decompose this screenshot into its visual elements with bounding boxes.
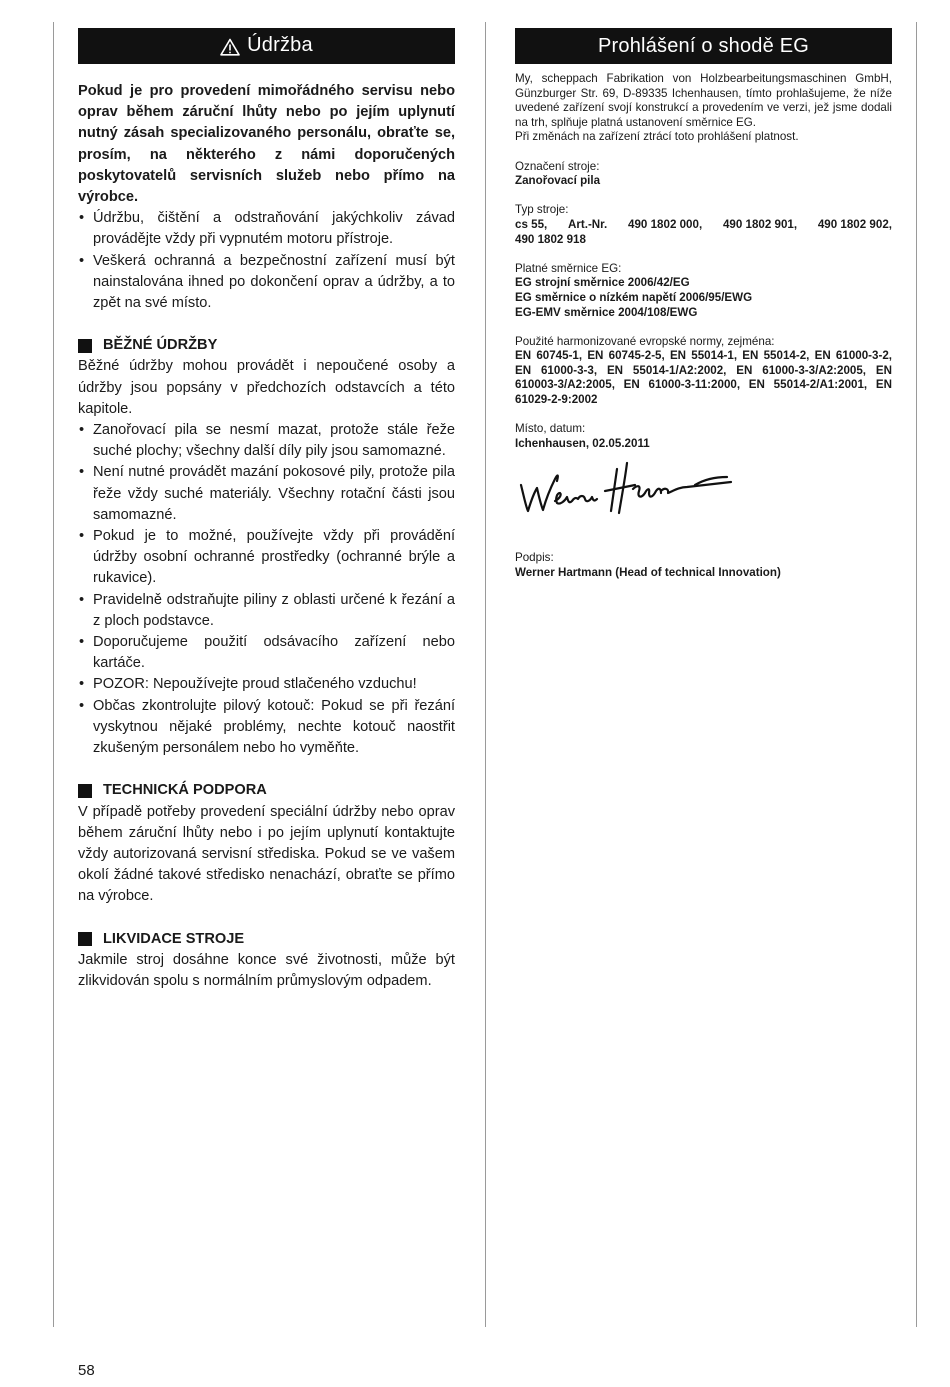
place-label: Místo, datum:: [515, 422, 586, 436]
handwritten-signature: [515, 455, 892, 521]
sign-value: Werner Hartmann (Head of technical Innovation): [515, 566, 781, 580]
list-item: • Není nutné provádět mazání pokosové pily, protože pila řeže vždy suché materiály. Všechny rotační části jsou samomazné.: [78, 462, 455, 526]
directives-block: [515, 262, 892, 320]
intro-bullet-list: [78, 208, 455, 314]
center-divider-rule: [485, 22, 486, 1327]
type-last: 490 1802 918: [515, 232, 586, 246]
section-heading-disposal: [78, 929, 455, 950]
declaration-validity-note: Při změnách na zařízení ztrácí toto prohlášení platnost.: [515, 130, 799, 144]
declaration-intro-block: [515, 72, 892, 145]
right-margin-rule: [916, 22, 917, 1327]
maintenance-column: [78, 28, 455, 992]
machine-type-block: [515, 203, 892, 247]
type-label: Typ stroje:: [515, 203, 569, 217]
directive-item: EG-EMV směrnice 2004/108/EWG: [515, 305, 698, 319]
section-heading-text: BĚŽNÉ ÚDRŽBY: [103, 337, 218, 354]
list-item: • Občas zkontrolujte pilový kotouč: Pokud se při řezání vyskytnou nějaké problémy, nechte kotouč naostřit zkušeným personálem nebo ho vyměňte.: [78, 696, 455, 760]
type-part: 490 1802 000,: [628, 217, 703, 231]
declaration-title: Prohlášení o shodě EG: [598, 34, 809, 57]
place-date-block: [515, 422, 892, 451]
type-part: 490 1802 901,: [722, 217, 798, 231]
warning-triangle-icon: [220, 38, 240, 56]
declaration-title-bar: [515, 28, 892, 64]
sign-label: Podpis:: [515, 551, 554, 565]
machine-label: Označení stroje:: [515, 159, 600, 173]
list-item: • Pokud je to možné, používejte vždy při provádění údržby osobní ochranné prostředky (ochranné brýle a rukavice).: [78, 526, 455, 590]
section-heading-support: [78, 780, 455, 801]
left-margin-rule: [53, 22, 54, 1327]
directives-label: Platné směrnice EG:: [515, 261, 622, 275]
list-item: • Doporučujeme použití odsávacího zařízení nebo kartáče.: [78, 632, 455, 674]
type-part: 490 1802 902,: [817, 217, 892, 231]
signature-block: [515, 551, 892, 580]
declaration-intro: My, scheppach Fabrikation von Holzbearbeitungsmaschinen GmbH, Günzburger Str. 69, D-89335 Ichenhausen, tímto prohlašujeme, že níže uvedené zařízení svojí konstrukcí a provedením ve verzi, jež jsme dodali na trh, splňuje platná ustanovení směrnice EG.: [515, 72, 892, 129]
machine-designation-block: [515, 160, 892, 189]
list-item: • POZOR: Nepoužívejte proud stlačeného vzduchu!: [78, 674, 455, 695]
maintenance-title: Údržba: [247, 34, 313, 57]
section-heading-routine: [78, 335, 455, 356]
section-heading-text: LIKVIDACE STROJE: [103, 930, 245, 947]
square-bullet-icon: [78, 784, 92, 798]
norms-label: Použité harmonizované evropské normy, zejména:: [515, 334, 775, 348]
type-part: cs 55,: [515, 217, 548, 231]
square-bullet-icon: [78, 339, 92, 353]
type-part: Art.-Nr.: [567, 217, 608, 231]
disposal-text: Jakmile stroj dosáhne konce své životnosti, může být zlikvidován spolu s normálním průmyslovým odpadem.: [78, 951, 455, 989]
square-bullet-icon: [78, 932, 92, 946]
machine-value: Zanořovací pila: [515, 174, 601, 188]
routine-bullet-list: [78, 420, 455, 759]
section-heading-text: TECHNICKÁ PODPORA: [103, 782, 267, 799]
norms-block: [515, 335, 892, 408]
page-number: 58: [78, 1362, 95, 1379]
place-value: Ichenhausen, 02.05.2011: [515, 436, 650, 450]
norms-value: EN 60745-1, EN 60745-2-5, EN 55014-1, EN 55014-2, EN 61000-3-2, EN 61000-3-3, EN 55014-1/A2:2002, EN 61000-3-3/A2:2005, EN 610003-3/A2:2005, EN 61000-3-11:2000, EN 55014-2/A1:2001, EN 61029-2-9:2002: [515, 349, 892, 407]
list-item: • Veškerá ochranná a bezpečnostní zařízení musí být nainstalována ihned po dokončení oprav a údržby, a to zpět na své místo.: [78, 251, 455, 315]
list-item: • Údržbu, čištění a odstraňování jakýchkoliv závad provádějte vždy při vypnutém motoru přístroje.: [78, 208, 455, 250]
list-item: • Zanořovací pila se nesmí mazat, protože stále řeže suché plochy; všechny další díly pily jsou samomazné.: [78, 420, 455, 462]
technical-support-text: V případě potřeby provedení speciální údržby nebo oprav během záruční lhůty nebo i po jejím uplynutí kontaktujte vždy autorizovaná servisní střediska. Pokud se ve vašem okolí žádné takové středisko nenachází, obraťte se přímo na výrobce.: [78, 803, 455, 905]
directive-item: EG směrnice o nízkém napětí 2006/95/EWG: [515, 290, 753, 304]
directive-item: EG strojní směrnice 2006/42/EG: [515, 276, 690, 290]
routine-maintenance-text: Běžné údržby mohou provádět i nepoučené osoby a údržby jsou popsány v předchozích odstavcích a této kapitole.: [78, 358, 455, 417]
list-item: • Pravidelně odstraňujte piliny z oblasti určené k řezání a z ploch podstavce.: [78, 590, 455, 632]
type-line: [515, 218, 892, 233]
declaration-column: [515, 28, 892, 595]
maintenance-intro: Pokud je pro provedení mimořádného servisu nebo oprav během záruční lhůty nebo po jejím uplynutí nutný zásah specializovaného personálu, obraťte se, prosím, na některého z námi doporučených poskytovatelů servisních služeb nebo přímo na výrobce.: [78, 83, 455, 206]
maintenance-title-bar: [78, 28, 455, 64]
